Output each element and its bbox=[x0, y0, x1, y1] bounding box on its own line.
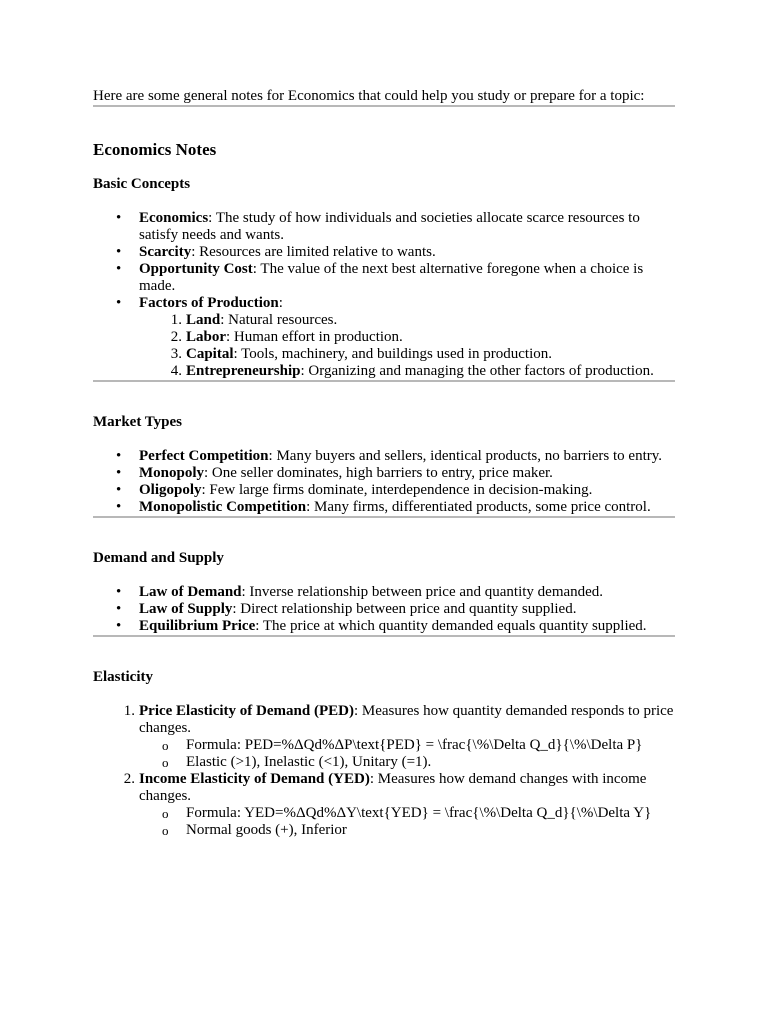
item-number: 1. bbox=[123, 703, 135, 719]
sub-list bbox=[139, 805, 675, 839]
sub-item: o Normal goods (+), Inferior bbox=[186, 822, 675, 839]
list-item bbox=[139, 584, 675, 601]
term: Monopolistic Competition bbox=[139, 499, 307, 515]
list-item bbox=[139, 482, 675, 499]
definition: : The study of how individuals and societies allocate scarce resources to satisfy needs and wants. bbox=[139, 210, 640, 243]
term: Labor bbox=[186, 329, 227, 345]
definition: : Tools, machinery, and buildings used in production. bbox=[233, 346, 553, 362]
market-types-list bbox=[93, 448, 675, 516]
definition: : One seller dominates, high barriers to entry, price maker. bbox=[204, 465, 553, 481]
definition: : The price at which quantity demanded equals quantity supplied. bbox=[255, 618, 647, 634]
demand-supply-list bbox=[93, 584, 675, 635]
term: Scarcity bbox=[139, 244, 192, 260]
term: Law of Supply bbox=[139, 601, 233, 617]
term: Oligopoly bbox=[139, 482, 202, 498]
term: Perfect Competition bbox=[139, 448, 269, 464]
term: Equilibrium Price bbox=[139, 618, 256, 634]
term: Factors of Production bbox=[139, 295, 279, 311]
list-item bbox=[170, 363, 675, 380]
list-item bbox=[139, 448, 675, 465]
term: Law of Demand bbox=[139, 584, 242, 600]
definition: : Resources are limited relative to wants. bbox=[191, 244, 436, 260]
term: Capital bbox=[186, 346, 234, 362]
term: Entrepreneurship bbox=[186, 363, 301, 379]
basic-concepts-list bbox=[93, 210, 675, 312]
definition: : Few large firms dominate, interdependence in decision-making. bbox=[201, 482, 593, 498]
list-item bbox=[139, 261, 675, 295]
definition: : Organizing and managing the other factors of production. bbox=[300, 363, 654, 379]
term: Economics bbox=[139, 210, 209, 226]
term: Price Elasticity of Demand (PED) bbox=[139, 703, 354, 719]
divider bbox=[93, 105, 675, 107]
item-number: 3. bbox=[170, 346, 182, 362]
definition: : Many firms, differentiated products, some price control. bbox=[306, 499, 651, 515]
definition: : Measures how quantity demanded responds to price changes. bbox=[139, 703, 674, 736]
sub-item: o Formula: YED=%ΔQd%ΔY\text{YED} = \frac{\%\Delta Q_d}{\%\Delta Y} bbox=[186, 805, 675, 822]
section-heading-demand-supply: Demand and Supply bbox=[93, 550, 224, 566]
definition: : Measures how demand changes with income changes. bbox=[139, 771, 647, 804]
list-item bbox=[139, 465, 675, 482]
definition: : Many buyers and sellers, identical products, no barriers to entry. bbox=[268, 448, 663, 464]
term: Income Elasticity of Demand (YED) bbox=[139, 771, 370, 787]
divider bbox=[93, 516, 675, 518]
list-item bbox=[170, 329, 675, 346]
section-heading-elasticity: Elasticity bbox=[93, 669, 153, 685]
term: Opportunity Cost bbox=[139, 261, 253, 277]
sub-item: o Formula: PED=%ΔQd%ΔP\text{PED} = \frac{\%\Delta Q_d}{\%\Delta P} bbox=[186, 737, 675, 754]
list-item bbox=[170, 312, 675, 329]
divider bbox=[93, 380, 675, 382]
section-heading-basic-concepts: Basic Concepts bbox=[93, 176, 191, 192]
page-title: Economics Notes bbox=[93, 140, 217, 159]
item-number: 4. bbox=[170, 363, 182, 379]
intro-text: Here are some general notes for Economics that could help you study or prepare for a topic: bbox=[93, 88, 645, 104]
elasticity-list bbox=[93, 703, 675, 839]
item-number: 2. bbox=[123, 771, 135, 787]
list-item bbox=[170, 346, 675, 363]
section-heading-market-types: Market Types bbox=[93, 414, 183, 430]
definition: : bbox=[278, 295, 283, 311]
list-item bbox=[139, 618, 675, 635]
divider bbox=[93, 635, 675, 637]
item-number: 1. bbox=[170, 312, 182, 328]
list-item bbox=[123, 703, 675, 771]
definition: : Direct relationship between price and quantity supplied. bbox=[232, 601, 577, 617]
list-item bbox=[139, 210, 675, 244]
list-item bbox=[123, 771, 675, 839]
list-item bbox=[139, 295, 675, 312]
definition: : Human effort in production. bbox=[226, 329, 403, 345]
term: Land bbox=[186, 312, 221, 328]
definition: : Natural resources. bbox=[220, 312, 338, 328]
item-number: 2. bbox=[170, 329, 182, 345]
factors-of-production-list bbox=[93, 312, 675, 380]
list-item bbox=[139, 499, 675, 516]
definition: : Inverse relationship between price and quantity demanded. bbox=[241, 584, 604, 600]
document-content bbox=[93, 88, 675, 839]
sub-item: o Elastic (>1), Inelastic (<1), Unitary (=1). bbox=[186, 754, 675, 771]
list-item bbox=[139, 601, 675, 618]
list-item bbox=[139, 244, 675, 261]
term: Monopoly bbox=[139, 465, 205, 481]
definition: : The value of the next best alternative foregone when a choice is made. bbox=[139, 261, 644, 294]
sub-list bbox=[139, 737, 675, 771]
